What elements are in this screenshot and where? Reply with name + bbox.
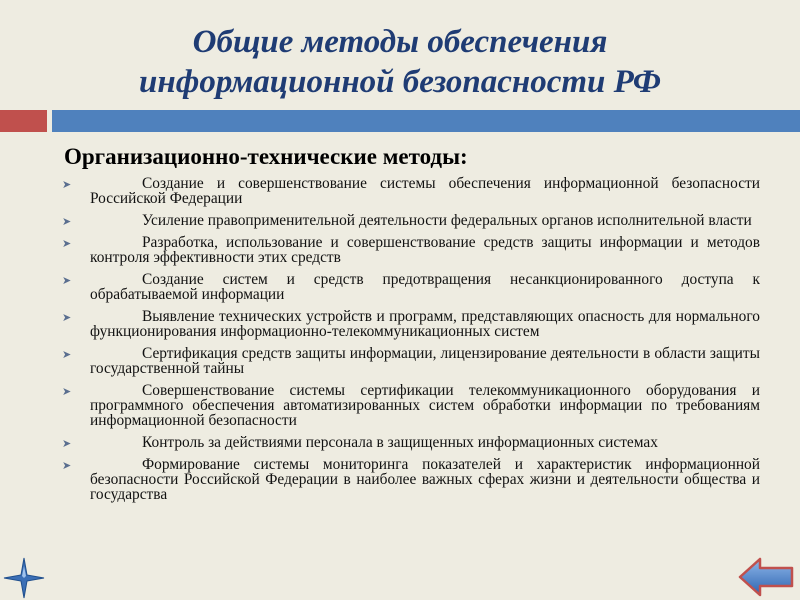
chevron-right-icon: ➤	[62, 437, 72, 450]
chevron-right-icon: ➤	[62, 274, 72, 287]
methods-list	[60, 176, 760, 509]
compass-star-icon	[2, 556, 46, 600]
list-item-text: Контроль за действиями персонала в защищенных информационных системах	[142, 434, 658, 451]
accent-bar-blue	[52, 110, 800, 132]
slide-title	[0, 22, 800, 102]
list-item-text: Создание и совершенствование системы обеспечения информационной безопасности Российской Федерации	[90, 175, 760, 207]
list-item	[60, 346, 760, 376]
chevron-right-icon: ➤	[62, 459, 72, 472]
chevron-right-icon: ➤	[62, 385, 72, 398]
list-item-text: Формирование системы мониторинга показателей и характеристик информационной безопасности Российской Федерации в наиболее важных сферах жизни и деятельности общества и государства	[90, 456, 760, 503]
list-item-text: Сертификация средств защиты информации, лицензирование деятельности в области защиты государственной тайны	[90, 345, 760, 377]
title-line-1: Общие методы обеспечения	[192, 24, 608, 60]
chevron-right-icon: ➤	[62, 178, 72, 191]
chevron-right-icon: ➤	[62, 215, 72, 228]
list-item	[60, 435, 760, 450]
accent-bar-red	[0, 110, 47, 132]
list-item	[60, 235, 760, 265]
back-arrow-icon[interactable]	[738, 556, 794, 598]
chevron-right-icon: ➤	[62, 348, 72, 361]
list-item-text: Совершенствование системы сертификации телекоммуникационного оборудования и программного обеспечения автоматизированных систем обработки информации по требованиям информационной безопасности	[90, 382, 760, 429]
list-item	[60, 457, 760, 502]
list-item	[60, 176, 760, 206]
list-item	[60, 383, 760, 428]
title-line-2: информационной безопасности РФ	[139, 64, 661, 100]
list-item-text: Создание систем и средств предотвращения несанкционированного доступа к обрабатываемой информации	[90, 271, 760, 303]
chevron-right-icon: ➤	[62, 237, 72, 250]
section-heading: Организационно-технические методы:	[64, 144, 468, 169]
list-item	[60, 309, 760, 339]
chevron-right-icon: ➤	[62, 311, 72, 324]
list-item-text: Выявление технических устройств и программ, представляющих опасность для нормального функционирования информационно-телекоммуникационных систем	[90, 308, 760, 340]
list-item	[60, 272, 760, 302]
list-item	[60, 213, 760, 228]
list-item-text: Разработка, использование и совершенствование средств защиты информации и методов контроля эффективности этих средств	[90, 234, 760, 266]
list-item-text: Усиление правоприменительной деятельности федеральных органов исполнительной власти	[142, 212, 752, 229]
